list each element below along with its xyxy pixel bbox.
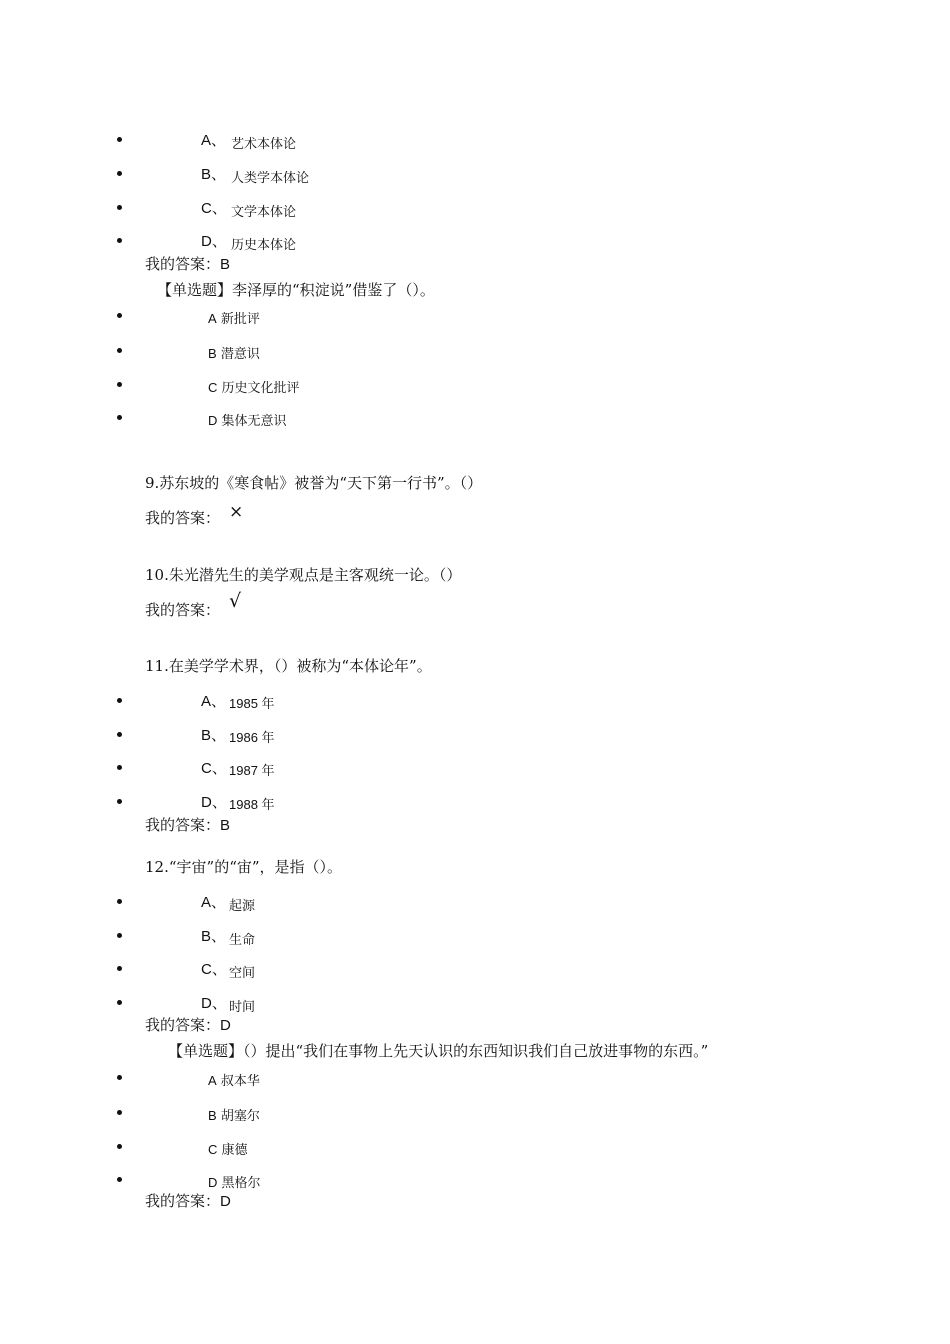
answer-value: B bbox=[220, 256, 231, 273]
bullet-icon bbox=[117, 933, 122, 938]
answer-label: 我的答案： bbox=[145, 1016, 221, 1034]
bullet-icon bbox=[117, 1177, 122, 1182]
option-text: 文学本体论 bbox=[231, 205, 297, 220]
option-letter: C、 bbox=[201, 961, 227, 978]
option-text: 历史文化批评 bbox=[221, 381, 300, 396]
bullet-icon bbox=[117, 348, 122, 353]
question-text: 9.苏东坡的《寒食帖》被誉为“天下第一行书”。（） bbox=[145, 474, 483, 492]
question-text: 【单选题】李泽厚的“积淀说”借鉴了（）。 bbox=[157, 281, 435, 299]
option-text: 叔本华 bbox=[220, 1074, 260, 1089]
bullet-icon bbox=[117, 382, 122, 387]
option-letter: D、 bbox=[201, 995, 227, 1012]
option-letter: B bbox=[208, 1108, 217, 1123]
question-text: 10.朱光潜先生的美学观点是主客观统一论。（） bbox=[145, 566, 462, 584]
option bbox=[208, 343, 260, 362]
bullet-icon bbox=[117, 765, 122, 770]
option bbox=[208, 410, 287, 429]
option-letter: D bbox=[208, 1175, 218, 1190]
option-text: 历史本体论 bbox=[231, 238, 297, 253]
bullet-icon bbox=[117, 205, 122, 210]
option bbox=[208, 1105, 260, 1124]
answer-label: 我的答案： bbox=[145, 255, 221, 273]
option-text: 胡塞尔 bbox=[220, 1109, 260, 1124]
option-letter: A、 bbox=[201, 693, 227, 710]
option-letter: D bbox=[208, 413, 218, 428]
answer-label: 我的答案： bbox=[145, 601, 221, 619]
bullet-icon bbox=[117, 313, 122, 318]
option bbox=[208, 1070, 260, 1089]
option-text: 新批评 bbox=[220, 312, 260, 327]
option bbox=[208, 1172, 261, 1191]
bullet-icon bbox=[117, 799, 122, 804]
option bbox=[208, 308, 260, 327]
bullet-icon bbox=[117, 732, 122, 737]
option-text: 康德 bbox=[221, 1143, 248, 1158]
option-text: 1985 年 bbox=[229, 696, 275, 711]
bullet-icon bbox=[117, 171, 122, 176]
bullet-icon bbox=[117, 1075, 122, 1080]
option-letter: B、 bbox=[201, 727, 227, 744]
answer-value: D bbox=[220, 1017, 231, 1034]
my-answer bbox=[145, 253, 230, 274]
option-letter: C bbox=[208, 380, 218, 395]
option-letter: A bbox=[208, 1073, 217, 1088]
option bbox=[208, 377, 300, 396]
option-text: 人类学本体论 bbox=[231, 171, 310, 186]
bullet-icon bbox=[117, 698, 122, 703]
answer-label: 我的答案： bbox=[145, 1192, 221, 1210]
answer-label: 我的答案： bbox=[145, 509, 221, 527]
option-text: 黑格尔 bbox=[221, 1176, 261, 1191]
option-letter: A bbox=[208, 311, 217, 326]
option-text: 起源 bbox=[229, 899, 256, 914]
my-answer bbox=[145, 1014, 231, 1035]
option bbox=[208, 1139, 248, 1158]
option-text: 1986 年 bbox=[229, 730, 275, 745]
my-answer bbox=[145, 599, 220, 620]
my-answer bbox=[145, 814, 230, 835]
option-letter: C bbox=[208, 1142, 218, 1157]
option-text: 空间 bbox=[229, 966, 256, 981]
option-letter: B、 bbox=[201, 166, 227, 183]
answer-value: B bbox=[220, 817, 231, 834]
bullet-icon bbox=[117, 1144, 122, 1149]
question-text: 12.“宇宙”的“宙”，是指（）。 bbox=[145, 858, 343, 876]
option-text: 1987 年 bbox=[229, 763, 275, 778]
my-answer bbox=[145, 507, 220, 528]
bullet-icon bbox=[117, 238, 122, 243]
option-letter: C、 bbox=[201, 200, 227, 217]
option-text: 潜意识 bbox=[220, 347, 260, 362]
bullet-icon bbox=[117, 899, 122, 904]
answer-value: D bbox=[220, 1193, 231, 1210]
option-letter: C、 bbox=[201, 760, 227, 777]
my-answer bbox=[145, 1190, 231, 1211]
bullet-icon bbox=[117, 1110, 122, 1115]
bullet-icon bbox=[117, 415, 122, 420]
option-text: 集体无意识 bbox=[221, 414, 287, 429]
check-mark-icon: √ bbox=[229, 590, 242, 612]
question-text: 【单选题】（）提出“我们在事物上先天认识的东西知识我们自己放进事物的东西。” bbox=[168, 1042, 709, 1060]
option-letter: A、 bbox=[201, 894, 227, 911]
question-text: 11.在美学学术界，（）被称为“本体论年”。 bbox=[145, 657, 432, 675]
option-text: 艺术本体论 bbox=[231, 137, 297, 152]
option-text: 1988 年 bbox=[229, 797, 275, 812]
bullet-icon bbox=[117, 137, 122, 142]
answer-label: 我的答案： bbox=[145, 816, 221, 834]
option-text: 生命 bbox=[229, 933, 256, 948]
option-letter: A、 bbox=[201, 132, 227, 149]
option-text: 时间 bbox=[229, 1000, 256, 1015]
option-letter: D、 bbox=[201, 794, 227, 811]
bullet-icon bbox=[117, 966, 122, 971]
option-letter: D、 bbox=[201, 233, 227, 250]
cross-mark-icon: × bbox=[229, 502, 244, 522]
option-letter: B、 bbox=[201, 928, 227, 945]
option-letter: B bbox=[208, 346, 217, 361]
bullet-icon bbox=[117, 1000, 122, 1005]
